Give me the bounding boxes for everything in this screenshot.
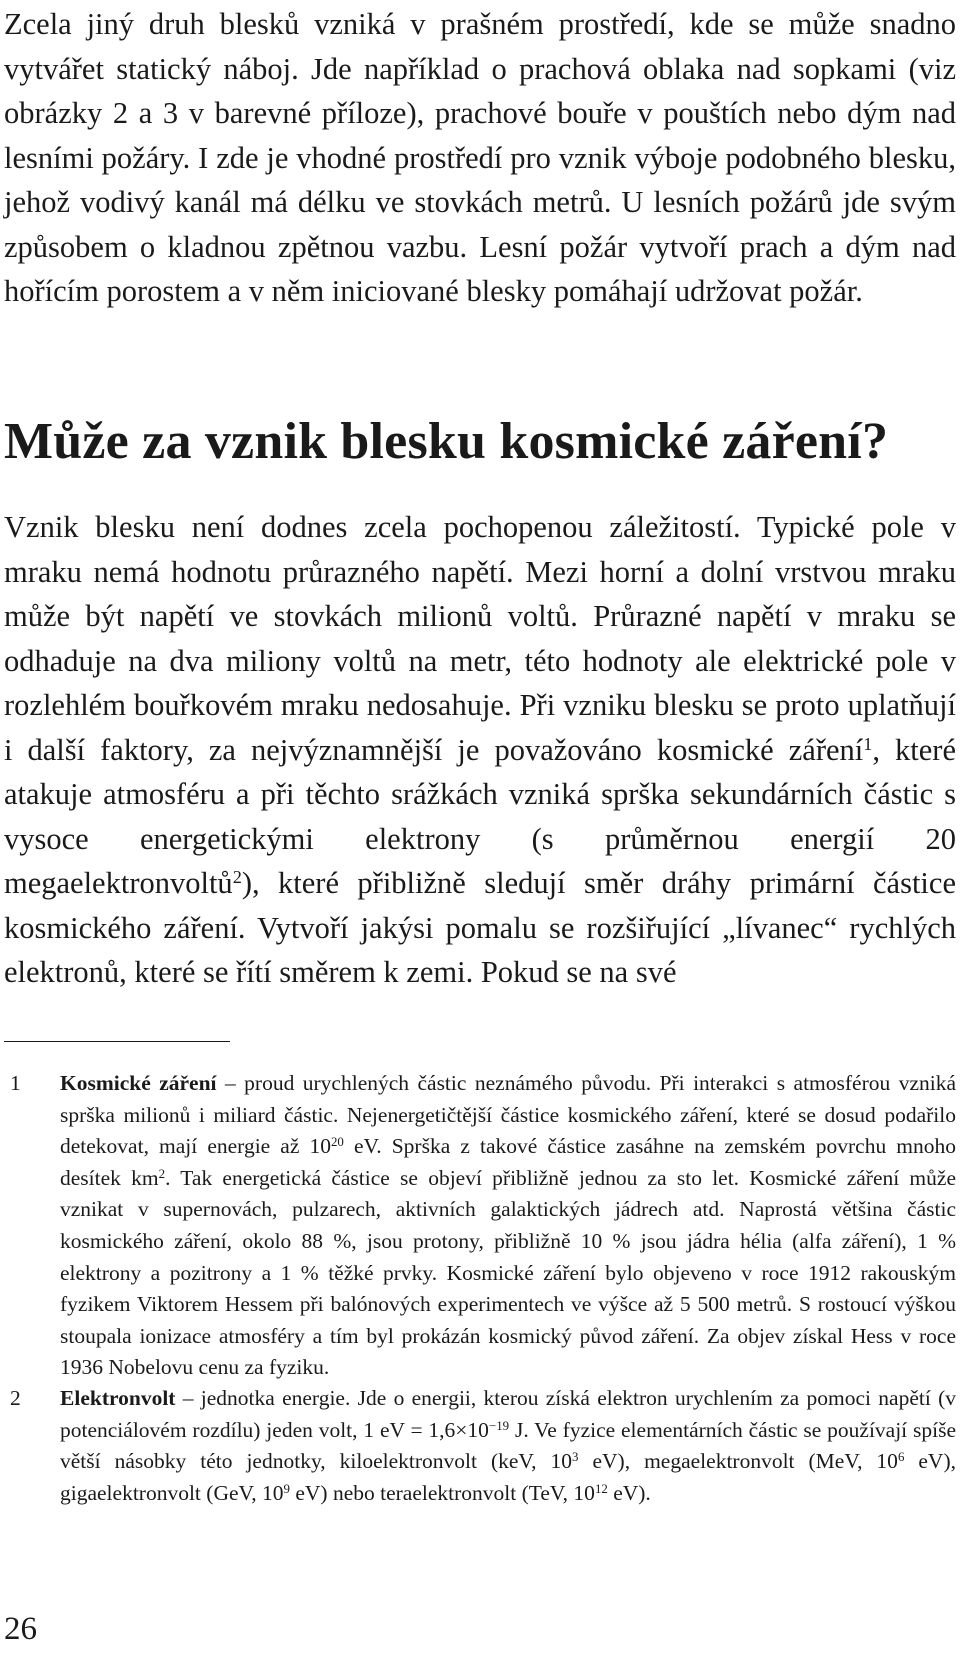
- page-number: 26: [4, 1611, 37, 1647]
- superscript: 12: [594, 1481, 608, 1496]
- footnote-body: [60, 1068, 956, 1384]
- footnote-term: Elektronvolt: [60, 1386, 176, 1410]
- footnote-text: eV), megaelektronvolt (MeV, 10: [578, 1449, 898, 1474]
- footnote-text: eV).: [607, 1480, 651, 1505]
- footnote-text: eV), gigaelektronvolt (GeV, 10: [60, 1449, 956, 1505]
- footnote-text: – jednotka energie. Jde o energii, kterou získá elektron urychlením za pomoci napětí (v potenciálovém rozdílu) jeden volt, 1 eV = 1,6×10: [60, 1386, 956, 1442]
- footnote-term: Kosmické záření: [60, 1071, 217, 1095]
- footnote-text: eV. Sprška z takové částice zasáhne na zemském povrchu mnoho desítek km: [60, 1134, 957, 1190]
- footnote-number: 1: [10, 1071, 21, 1095]
- footnote-divider: [4, 1041, 230, 1042]
- superscript: 20: [330, 1135, 344, 1150]
- footnote-text: – proud urychlených částic neznámého původu. Při interakci s atmosférou vzniká sprška milionů i miliard částic. Nejenergetičtější částice kosmického záření, které se dosud podařilo detekovat, mají energie až 10: [60, 1071, 957, 1159]
- paragraph-text: , které atakuje atmosféru a při těchto srážkách vzniká sprška sekundárních částic s vysoce energetickými elektrony (s průměrnou energií 20 megaelektronvoltů: [4, 732, 956, 900]
- superscript: 9: [283, 1481, 290, 1496]
- footnote-ref-1[interactable]: 1: [863, 733, 873, 754]
- section-heading: Může za vznik blesku kosmické záření?: [4, 413, 889, 470]
- footnote-text: J. Ve fyzice elementárních částic se používají spíše větší násobky této jednotky, kiloelektronvolt (keV, 10: [60, 1417, 956, 1474]
- footnote-2: [4, 1383, 956, 1509]
- paragraph-text: Vznik blesku není dodnes zcela pochopenou záležitostí. Typické pole v mraku nemá hodnotu průrazného napětí. Mezi horní a dolní vrstvou mraku může být napětí ve stovkách milionů voltů. Průrazné napětí v mraku se odhaduje na dva miliony voltů na metr, této hodnoty ale elektrické pole v rozlehlém bouřkovém mraku nedosahuje. Při vzniku blesku se proto uplatňují i další faktory, za nejvýznamnější je považováno kosmické záření: [4, 510, 956, 767]
- paragraph-text: ), které přibližně sledují směr dráhy primární částice kosmického záření. Vytvoří jakýsi pomalu se rozšiřující „lívanec“ rychlých elektronů, které se řítí směrem k zemi. Pokud se na své: [4, 866, 956, 989]
- paragraph-cosmic-rays: [4, 505, 956, 995]
- superscript: 3: [572, 1450, 579, 1465]
- paragraph-dust-lightning: Zcela jiný druh blesků vzniká v prašném prostředí, kde se může snadno vytvářet statický náboj. Jde například o prachová oblaka nad sopkami (viz obrázky 2 a 3 v barevné příloze), prachové bouře v pouštích nebo dým nad lesními požáry. I zde je vhodné prostředí pro vznik výboje podobného blesku, jehož vodivý kanál má délku ve stovkách metrů. U lesních požárů jde svým způsobem o kladnou zpětnou vazbu. Lesní požár vytvoří prach a dým nad hořícím porostem a v něm iniciované blesky pomáhají udržovat požár.: [4, 7, 956, 308]
- footnote-1: [4, 1068, 956, 1384]
- footnote-text: eV) nebo teraelektronvolt (TeV, 10: [289, 1480, 595, 1505]
- footnote-ref-2[interactable]: 2: [232, 866, 242, 887]
- superscript: 2: [158, 1166, 166, 1181]
- footnote-number: 2: [10, 1386, 21, 1410]
- superscript: 6: [897, 1450, 905, 1465]
- footnote-text: . Tak energetická částice se objeví přibližně jednou za sto let. Kosmické záření může vznikat v supernovách, pulzarech, aktivních galaktických jádrech atd. Naprostá většina částic kosmického záření, okolo 88 %, jsou protony, přibližně 10 % jsou jádra hélia (alfa záření), 1 % elektrony a pozitrony a 1 % těžké prvky. Kosmické záření bylo objeveno v roce 1912 rakouským fyzikem Viktorem Hessem při balónových experimentech ve výšce až 5 500 metrů. S rostoucí výškou stoupala ionizace atmosféry a tím byl prokázán kosmický původ záření. Za objev získal Hess v roce 1936 Nobelovu cenu za fyziku.: [60, 1165, 956, 1380]
- footnote-body: [60, 1383, 956, 1509]
- superscript: −19: [488, 1418, 510, 1433]
